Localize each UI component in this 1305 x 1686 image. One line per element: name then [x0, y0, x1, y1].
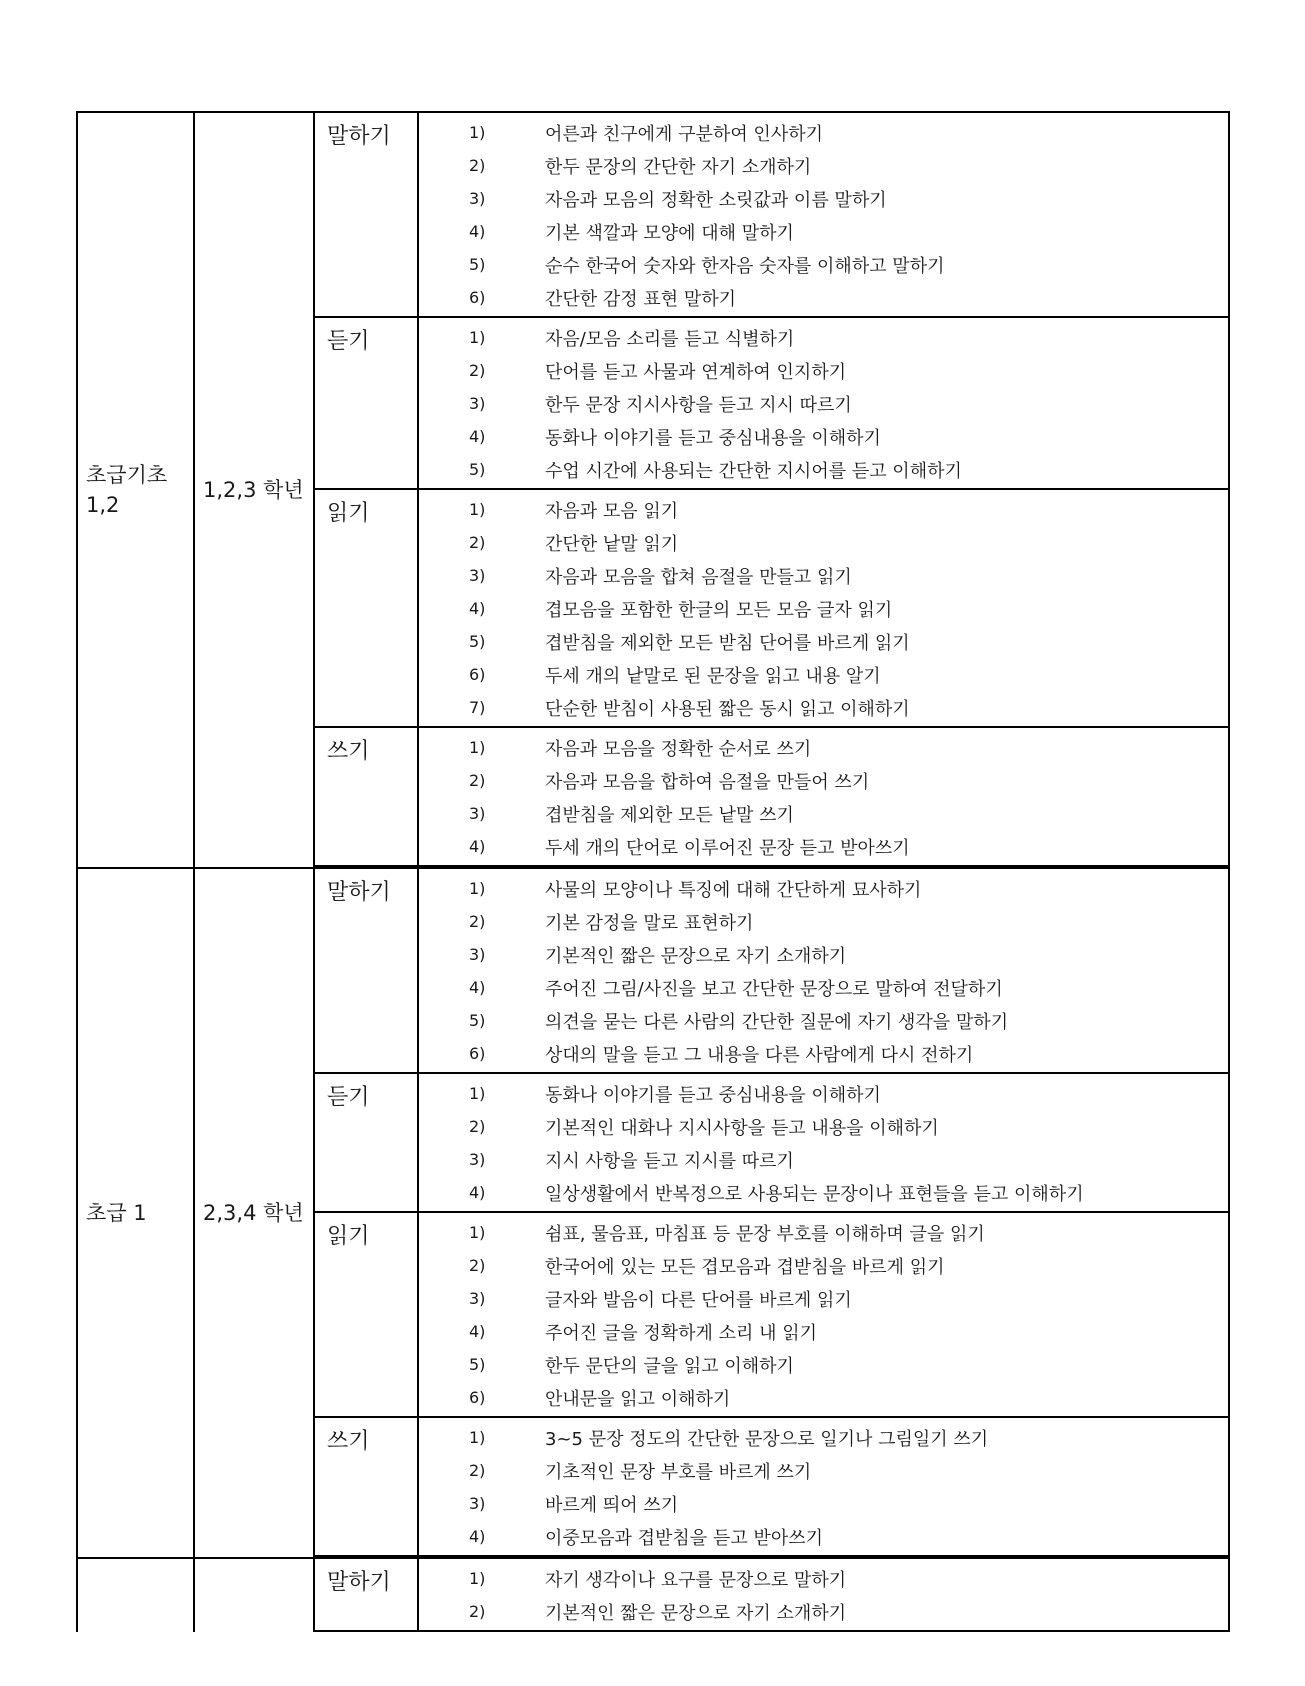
objective-number: 5) [469, 1355, 486, 1374]
objective-text: 3~5 문장 정도의 간단한 문장으로 일기나 그림일기 쓰기 [545, 1428, 989, 1450]
objective-item [419, 830, 1228, 863]
objective-text: 어른과 친구에게 구분하여 인사하기 [545, 123, 823, 145]
objective-number: 3) [469, 566, 486, 585]
objective-number: 6) [469, 1044, 486, 1063]
objective-number: 2) [469, 156, 486, 175]
objective-item [419, 493, 1228, 526]
objective-text: 간단한 낱말 읽기 [545, 533, 679, 555]
objective-item [419, 764, 1228, 797]
objective-number: 1) [469, 1569, 486, 1588]
objective-number: 6) [469, 665, 486, 684]
objective-text: 기본적인 짧은 문장으로 자기 소개하기 [545, 945, 847, 967]
objective-text: 자음과 모음을 합하여 음절을 만들어 쓰기 [545, 771, 870, 793]
objective-text: 순수 한국어 숫자와 한자음 숫자를 이해하고 말하기 [545, 255, 945, 277]
objective-number: 4) [469, 599, 486, 618]
skill-name: 말하기 [315, 113, 419, 316]
skill-row [315, 726, 1230, 867]
objective-item [419, 1595, 1228, 1628]
objective-text: 자음과 모음 읽기 [545, 500, 679, 522]
objective-item [419, 248, 1228, 281]
objective-item [419, 559, 1228, 592]
objective-item [419, 1143, 1228, 1176]
skill-row [315, 1211, 1230, 1416]
objective-number: 5) [469, 255, 486, 274]
objective-number: 3) [469, 189, 486, 208]
skill-row [315, 1559, 1230, 1632]
objective-text: 안내문을 읽고 이해하기 [545, 1388, 731, 1410]
objective-number: 2) [469, 361, 486, 380]
skills-column [315, 1559, 1230, 1632]
objective-number: 2) [469, 771, 486, 790]
objective-text: 두세 개의 단어로 이루어진 문장 듣고 받아쓰기 [545, 837, 910, 859]
objective-text: 겹모음을 포함한 한글의 모든 모음 글자 읽기 [545, 599, 893, 621]
level-name-text: 초급기초 1,2 [86, 463, 168, 517]
skill-name: 말하기 [315, 1559, 419, 1630]
objective-text: 수업 시간에 사용되는 간단한 지시어를 듣고 이해하기 [545, 460, 962, 482]
objective-list [419, 490, 1228, 726]
objective-item [419, 354, 1228, 387]
objective-text: 기본적인 짧은 문장으로 자기 소개하기 [545, 1602, 847, 1624]
objective-text: 바르게 띄어 쓰기 [545, 1494, 679, 1516]
objective-item [419, 1454, 1228, 1487]
objective-item [419, 1381, 1228, 1414]
objective-text: 한국어에 있는 모든 겹모음과 겹받침을 바르게 읽기 [545, 1256, 945, 1278]
objective-number: 6) [469, 288, 486, 307]
objective-number: 1) [469, 879, 486, 898]
objective-item [419, 1315, 1228, 1348]
objective-text: 지시 사항을 듣고 지시를 따르기 [545, 1150, 794, 1172]
objective-list [419, 1213, 1228, 1416]
objective-number: 1) [469, 1223, 486, 1242]
objective-text: 간단한 감정 표현 말하기 [545, 288, 737, 310]
objective-text: 단어를 듣고 사물과 연계하여 인지하기 [545, 361, 847, 383]
skill-name: 쓰기 [315, 728, 419, 865]
grade-cell [193, 113, 315, 867]
objective-number: 1) [469, 123, 486, 142]
grade-text: 1,2,3 학년 [203, 478, 304, 502]
objective-number: 3) [469, 945, 486, 964]
objective-number: 4) [469, 222, 486, 241]
objective-text: 두세 개의 낱말로 된 문장을 읽고 내용 알기 [545, 665, 881, 687]
objective-number: 5) [469, 1011, 486, 1030]
skill-name: 듣기 [315, 318, 419, 488]
objective-text: 기본적인 대화나 지시사항을 듣고 내용을 이해하기 [545, 1117, 939, 1139]
objective-item [419, 149, 1228, 182]
objective-number: 1) [469, 328, 486, 347]
objective-text: 의견을 묻는 다른 사람의 간단한 질문에 자기 생각을 말하기 [545, 1011, 1009, 1033]
objective-number: 1) [469, 738, 486, 757]
objective-number: 4) [469, 1322, 486, 1341]
objective-number: 1) [469, 500, 486, 519]
level-name-text: 초급 1 [86, 1201, 147, 1225]
objective-list [419, 728, 1228, 865]
objective-text: 자기 생각이나 요구를 문장으로 말하기 [545, 1569, 847, 1591]
objective-text: 기초적인 문장 부호를 바르게 쓰기 [545, 1461, 812, 1483]
objective-list [419, 1418, 1228, 1555]
objective-list [419, 318, 1228, 488]
objective-item [419, 872, 1228, 905]
objective-number: 2) [469, 1461, 486, 1480]
grade-cell [193, 1559, 315, 1632]
objective-item [419, 658, 1228, 691]
objective-text: 한두 문단의 글을 읽고 이해하기 [545, 1355, 794, 1377]
objective-number: 3) [469, 394, 486, 413]
objective-number: 1) [469, 1428, 486, 1447]
skills-column [315, 869, 1230, 1557]
objective-text: 겹받침을 제외한 모든 받침 단어를 바르게 읽기 [545, 632, 910, 654]
skill-row [315, 113, 1230, 316]
grade-cell [193, 869, 315, 1557]
objective-text: 자음/모음 소리를 듣고 식별하기 [545, 328, 795, 350]
objective-item [419, 420, 1228, 453]
skill-name: 쓰기 [315, 1418, 419, 1555]
skills-column [315, 113, 1230, 867]
objective-number: 4) [469, 837, 486, 856]
objective-number: 7) [469, 698, 486, 717]
objective-number: 3) [469, 1289, 486, 1308]
objective-number: 5) [469, 460, 486, 479]
objective-item [419, 731, 1228, 764]
objective-item [419, 1282, 1228, 1315]
skill-name: 듣기 [315, 1074, 419, 1211]
level-name [76, 1559, 193, 1632]
objective-number: 1) [469, 1084, 486, 1103]
level-block [76, 111, 1230, 867]
objective-number: 2) [469, 1256, 486, 1275]
objective-text: 상대의 말을 듣고 그 내용을 다른 사람에게 다시 전하기 [545, 1044, 974, 1066]
level-block [76, 1557, 1230, 1632]
objective-item [419, 526, 1228, 559]
objective-item [419, 1487, 1228, 1520]
objective-item [419, 938, 1228, 971]
objective-number: 4) [469, 1183, 486, 1202]
objective-list [419, 113, 1228, 316]
objective-item [419, 1562, 1228, 1595]
skill-name: 읽기 [315, 1213, 419, 1416]
objective-item [419, 215, 1228, 248]
objective-item [419, 387, 1228, 420]
objective-text: 쉼표, 물음표, 마침표 등 문장 부호를 이해하며 글을 읽기 [545, 1223, 985, 1245]
objective-text: 주어진 그림/사진을 보고 간단한 문장으로 말하여 전달하기 [545, 978, 1003, 1000]
objective-text: 한두 문장 지시사항을 듣고 지시 따르기 [545, 394, 852, 416]
objective-item [419, 1520, 1228, 1553]
objective-number: 4) [469, 978, 486, 997]
objective-item [419, 1037, 1228, 1070]
objective-item [419, 1176, 1228, 1209]
objective-text: 동화나 이야기를 듣고 중심내용을 이해하기 [545, 1084, 881, 1106]
objective-item [419, 625, 1228, 658]
objective-number: 6) [469, 1388, 486, 1407]
objective-text: 이중모음과 겹받침을 듣고 받아쓰기 [545, 1527, 823, 1549]
objective-item [419, 1004, 1228, 1037]
objective-item [419, 1216, 1228, 1249]
objective-text: 자음과 모음을 정확한 순서로 쓰기 [545, 738, 812, 760]
objective-item [419, 592, 1228, 625]
objective-number: 3) [469, 1150, 486, 1169]
objective-text: 겹받침을 제외한 모든 낱말 쓰기 [545, 804, 794, 826]
skill-row [315, 488, 1230, 726]
objective-list [419, 1074, 1228, 1211]
objective-item [419, 281, 1228, 314]
skill-name: 말하기 [315, 869, 419, 1072]
objective-text: 단순한 받침이 사용된 짧은 동시 읽고 이해하기 [545, 698, 910, 720]
objective-item [419, 1348, 1228, 1381]
objective-item [419, 691, 1228, 724]
level-name [76, 113, 193, 867]
objective-number: 5) [469, 632, 486, 651]
objective-number: 3) [469, 804, 486, 823]
objective-text: 주어진 글을 정확하게 소리 내 읽기 [545, 1322, 818, 1344]
objective-item [419, 1077, 1228, 1110]
skill-row [315, 1416, 1230, 1557]
objective-number: 4) [469, 1527, 486, 1546]
objective-text: 사물의 모양이나 특징에 대해 간단하게 묘사하기 [545, 879, 922, 901]
objective-text: 글자와 발음이 다른 단어를 바르게 읽기 [545, 1289, 852, 1311]
objective-number: 3) [469, 1494, 486, 1513]
objective-text: 기본 색깔과 모양에 대해 말하기 [545, 222, 794, 244]
skill-name: 읽기 [315, 490, 419, 726]
objective-item [419, 453, 1228, 486]
objective-item [419, 321, 1228, 354]
objective-item [419, 971, 1228, 1004]
objective-item [419, 905, 1228, 938]
skill-row [315, 316, 1230, 488]
objective-list [419, 1559, 1228, 1630]
curriculum-table [76, 111, 1230, 1632]
objective-item [419, 797, 1228, 830]
objective-item [419, 1110, 1228, 1143]
grade-text: 2,3,4 학년 [203, 1201, 304, 1225]
objective-text: 자음과 모음의 정확한 소릿값과 이름 말하기 [545, 189, 887, 211]
objective-number: 2) [469, 533, 486, 552]
objective-item [419, 1421, 1228, 1454]
objective-number: 2) [469, 912, 486, 931]
objective-text: 일상생활에서 반복정으로 사용되는 문장이나 표현들을 듣고 이해하기 [545, 1183, 1084, 1205]
objective-text: 동화나 이야기를 듣고 중심내용을 이해하기 [545, 427, 881, 449]
level-block [76, 867, 1230, 1557]
objective-number: 2) [469, 1117, 486, 1136]
objective-text: 기본 감정을 말로 표현하기 [545, 912, 754, 934]
objective-item [419, 182, 1228, 215]
objective-number: 2) [469, 1602, 486, 1621]
skill-row [315, 869, 1230, 1072]
level-name [76, 869, 193, 1557]
objective-number: 4) [469, 427, 486, 446]
objective-text: 자음과 모음을 합쳐 음절을 만들고 읽기 [545, 566, 852, 588]
objective-text: 한두 문장의 간단한 자기 소개하기 [545, 156, 812, 178]
objective-item [419, 116, 1228, 149]
objective-item [419, 1249, 1228, 1282]
objective-list [419, 869, 1228, 1072]
skill-row [315, 1072, 1230, 1211]
